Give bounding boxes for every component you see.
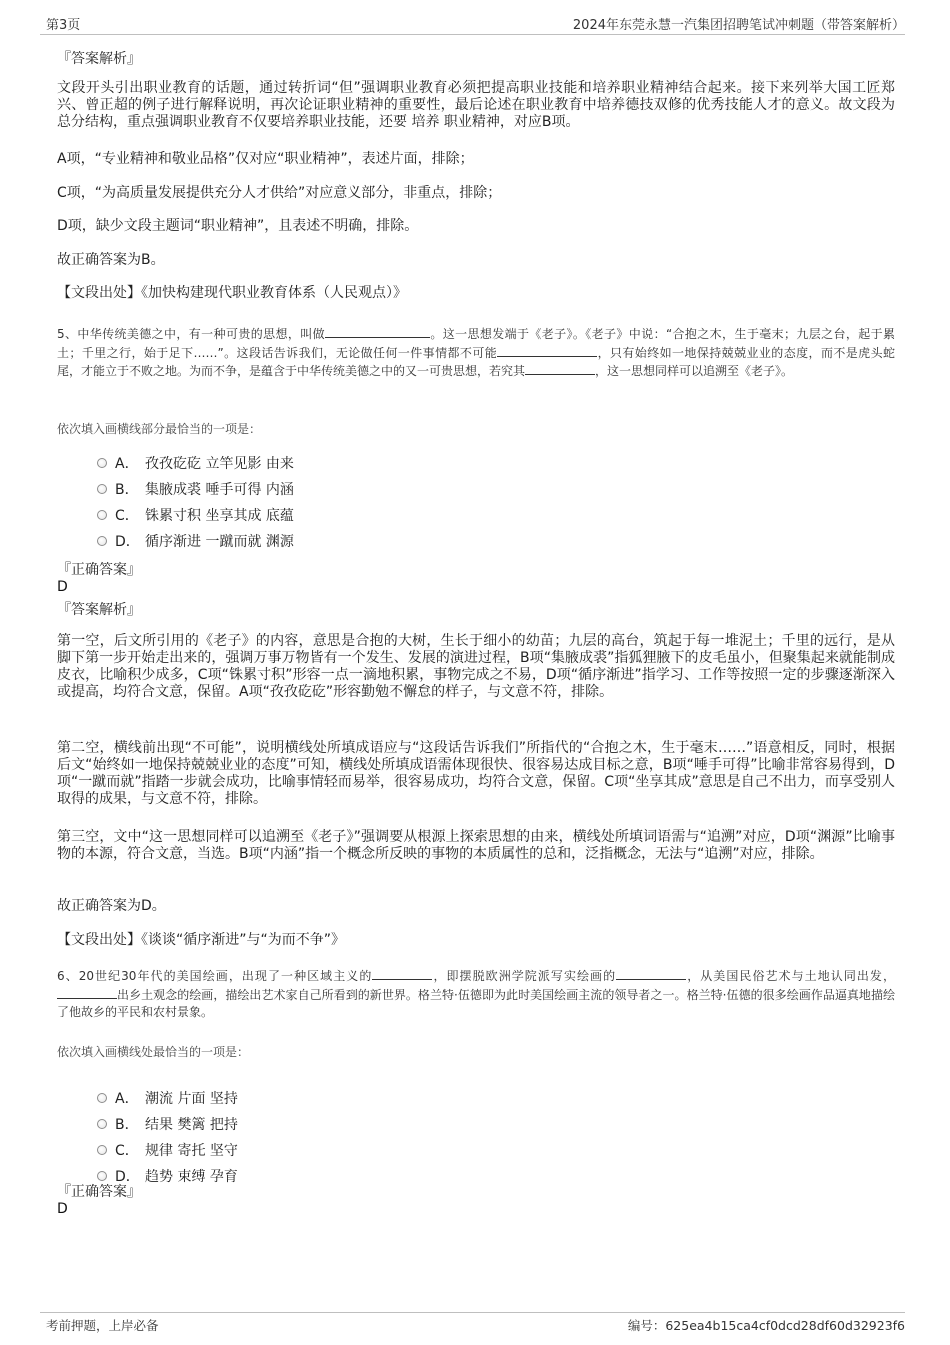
q4-option-c-note: C项，“为高质量发展提供充分人才供给”对应意义部分，非重点，排除； — [57, 185, 502, 201]
radio-icon[interactable] — [97, 1119, 107, 1129]
q6-option-d[interactable]: D． 趋势 束缚 孕育 — [97, 1166, 238, 1186]
blank-3 — [57, 986, 117, 999]
q5-analysis-para-1: 第一空，后文所引用的《老子》的内容，意思是合抱的大树，生长于细小的幼苗；九层的高台，筑起于每一堆泥土；千里的远行，是从脚下第一步开始走出来的，强调万事万物皆有一个发生、发展的演进过程，B项“集腋成裘”指狐狸腋下的皮毛虽小，但聚集起来就能制成皮衣，比喻积少成多，C项“铢累寸积”形容一点一滴地积累，事物完成之不易，D项“循序渐进”指学习、工作等按照一定的步骤逐渐深入或提高，均符合文意，保留。A项“孜孜矻矻”形容勤勉不懈怠的样子，与文意不符，排除。 — [57, 633, 895, 700]
blank-1 — [325, 325, 430, 338]
q5-correct-value: D — [57, 579, 68, 595]
q6-stem: 6、20世纪30年代的美国绘画，出现了一种区域主义的 ，即摆脱欧洲学院派写实绘画的 ，从美国民俗艺术与土地认同出发，出乡土观念的绘画，描绘出艺术家自己所看到的新世界。格兰特·伍德即为此时美国绘画主流的领导者之一。格兰特·伍德的很多绘画作品逼真地描绘了他故乡的平民和农村景象。 — [57, 969, 895, 1019]
q5-option-a[interactable]: A． 孜孜矻矻 立竿见影 由来 — [97, 453, 294, 473]
q4-analysis-label: 『答案解析』 — [57, 51, 141, 67]
q6-prompt: 依次填入画横线处最恰当的一项是： — [57, 1045, 250, 1059]
q5-correct-label: 『正确答案』 — [57, 562, 141, 578]
q6-correct-label: 『正确答案』 — [57, 1184, 141, 1200]
document-code: 编号：625ea4b15ca4cf0dcd28df60d32923f6 — [627, 1318, 905, 1333]
q6-option-b[interactable]: B． 结果 樊篱 把持 — [97, 1114, 238, 1134]
q5-option-b[interactable]: B． 集腋成裘 唾手可得 内涵 — [97, 479, 294, 499]
radio-icon[interactable] — [97, 1171, 107, 1181]
q6-option-c[interactable]: C． 规律 寄托 坚守 — [97, 1140, 238, 1160]
radio-icon[interactable] — [97, 536, 107, 546]
q5-option-c[interactable]: C． 铢累寸积 坐享其成 底蕴 — [97, 505, 294, 525]
q4-option-d-note: D项，缺少文段主题词“职业精神”，且表述不明确，排除。 — [57, 218, 419, 234]
radio-icon[interactable] — [97, 1093, 107, 1103]
q6-option-a[interactable]: A． 潮流 片面 坚持 — [97, 1088, 238, 1108]
q5-analysis-para-2: 第二空，横线前出现“不可能”，说明横线处所填成语应与“这段话告诉我们”所指代的“合抱之木，生于毫末……”语意相反，同时，根据后文“始终如一地保持兢兢业业的态度”可知，横线处所填成语需体现很快、很容易达成目标之意，B项“唾手可得”比喻非常容易得到，D项“一蹴而就”指踏一步就会成功，比喻事情轻而易举，很容易成功，均符合文意，保留。C项“坐享其成”意思是自己不出力，而享受别人取得的成果，与文意不符，排除。 — [57, 740, 895, 807]
blank-1 — [372, 967, 432, 980]
q5-prompt: 依次填入画横线部分最恰当的一项是： — [57, 422, 262, 436]
blank-3 — [525, 362, 595, 375]
document-title: 2024年东莞永慧一汽集团招聘笔试冲刺题（带答案解析） — [572, 18, 905, 33]
q5-stem: 5、中华传统美德之中，有一种可贵的思想，叫做 。这一思想发端于《老子》。《老子》中说：“合抱之木，生于毫末；九层之台，起于累土；千里之行，始于足下……”。这段话告诉我们，无论做任何一件事情都不可能 ，只有始终如一地保持兢兢业业的态度，而不是虎头蛇尾，才能立于不败之地。为而不争，是蕴含于中华传统美德之中的又一可贵思想，若究其 ，这一思想同样可以追溯至《老子》。 — [57, 327, 895, 378]
q5-analysis-para-3: 第三空，文中“这一思想同样可以追溯至《老子》”强调要从根源上探索思想的由来，横线处所填词语需与“追溯”对应，D项“渊源”比喻事物的本源，符合文意，当选。B项“内涵”指一个概念所反映的事物的本质属性的总和，泛指概念，无法与“追溯”对应，排除。 — [57, 829, 895, 862]
q6-correct-value: D — [57, 1201, 68, 1217]
page-header — [40, 14, 905, 35]
q4-source: 【文段出处】《加快构建现代职业教育体系（人民观点）》 — [57, 285, 407, 301]
radio-icon[interactable] — [97, 510, 107, 520]
blank-2 — [497, 344, 597, 357]
radio-icon[interactable] — [97, 458, 107, 468]
q5-option-d[interactable]: D． 循序渐进 一蹴而就 渊源 — [97, 531, 294, 551]
footer-slogan: 考前押题，上岸必备 — [46, 1318, 159, 1333]
q5-conclusion: 故正确答案为D。 — [57, 898, 166, 914]
q4-option-a-note: A项，“专业精神和敬业品格”仅对应“职业精神”，表述片面，排除； — [57, 151, 474, 167]
blank-2 — [616, 967, 686, 980]
q5-analysis-label: 『答案解析』 — [57, 602, 141, 618]
page-footer — [40, 1312, 905, 1336]
q5-source: 【文段出处】《谈谈“循序渐进”与“为而不争”》 — [57, 932, 346, 948]
q4-analysis-para: 文段开头引出职业教育的话题，通过转折词“但”强调职业教育必须把提高职业技能和培养职业精神结合起来。接下来列举大国工匠郑兴、曾正超的例子进行解释说明，再次论证职业精神的重要性，最后论述在职业教育中培养德技双修的优秀技能人才的意义。故文段为总分结构，重点强调职业教育不仅要培养职业技能，还要 培养 职业精神，对应B项。 — [57, 80, 895, 130]
page-number: 第3页 — [46, 18, 81, 33]
radio-icon[interactable] — [97, 1145, 107, 1155]
q4-conclusion: 故正确答案为B。 — [57, 252, 165, 268]
radio-icon[interactable] — [97, 484, 107, 494]
